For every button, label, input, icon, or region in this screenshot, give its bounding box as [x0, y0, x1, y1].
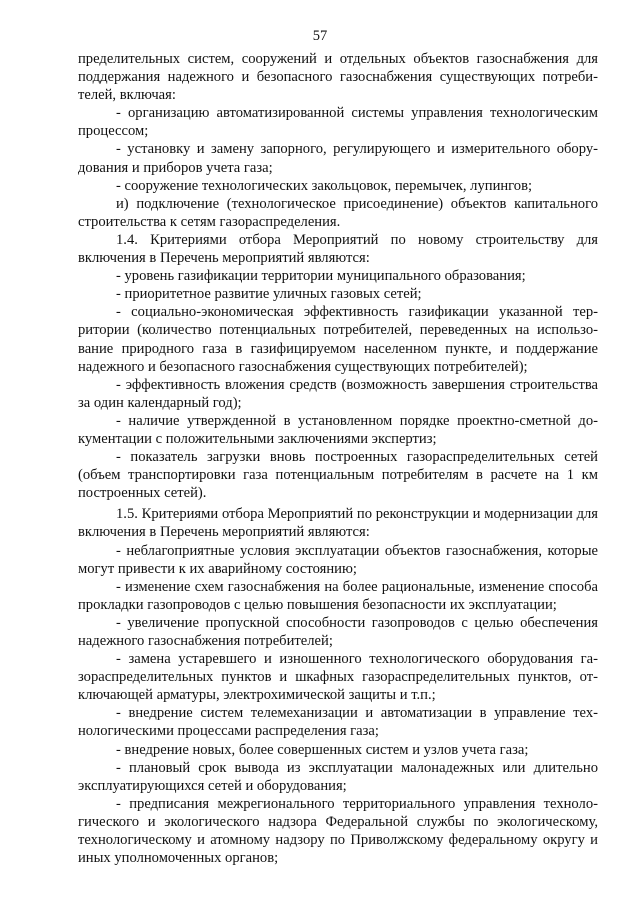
paragraph-recon-decommission: - плановый срок вывода из эксплуатации малонадежных или длительно эксплуатирующихся сетей и оборудования;: [78, 759, 598, 794]
paragraph-section-1-5: 1.5. Критериями отбора Мероприятий по реконструкции и модернизации для включения в Перечень мероприятий являются:: [78, 506, 598, 541]
paragraph-continuation: пределительных систем, сооружений и отдельных объектов газоснабжения для поддержания надежного и безопасного газоснабжения существующих потребителей, включая:: [78, 51, 598, 104]
document-body: [78, 50, 598, 867]
paragraph-recon-conditions: - неблагоприятные условия эксплуатации объектов газоснабжения, которые могут привести к их аварийному состоянию;: [78, 542, 598, 577]
paragraph-criteria-priority: - приоритетное развитие уличных газовых сетей;: [116, 286, 422, 303]
paragraph-section-1-4: 1.4. Критериями отбора Мероприятий по новому строительству для включения в Перечень мероприятий являются:: [78, 231, 598, 267]
paragraph-item-valves: - установку и замену запорного, регулирующего и измерительного оборудования и приборов учета газа;: [78, 141, 598, 176]
paragraph-criteria-load: - показатель загрузки вновь построенных газораспределительных сетей (объем транспортировки газа потенциальным потребителям в расчете на 1 км построенных сетей).: [78, 449, 598, 502]
paragraph-recon-orders: - предписания межрегионального территориального управления технологического и экологического надзора Федеральной службы по экологическому, технологическому и атомному надзору по Приволжскому федеральному округу и иных уполномоченных органов;: [78, 795, 598, 867]
paragraph-recon-schemes: - изменение схем газоснабжения на более рациональные, изменение способа прокладки газопроводов с целью повышения безопасности их эксплуатации;: [78, 578, 598, 613]
page-number: 57: [312, 28, 328, 44]
paragraph-criteria-investment: - эффективность вложения средств (возможность завершения строительства за один календарный год);: [78, 376, 598, 411]
paragraph-recon-metering: - внедрение новых, более совершенных систем и узлов учета газа;: [116, 741, 529, 758]
paragraph-recon-capacity: - увеличение пропускной способности газопроводов с целью обеспечения надежного газоснабжения потребителей;: [78, 614, 598, 649]
paragraph-criteria-efficiency: - социально-экономическая эффективность газификации указанной территории (количество потенциальных потребителей, переведенных на использование природного газа в газифицируемом населенном пункте, и поддержание надежного и безопасного газоснабжения существующих потребителей);: [78, 304, 598, 375]
paragraph-criteria-level: - уровень газификации территории муниципального образования;: [116, 268, 526, 285]
paragraph-criteria-documentation: - наличие утвержденной в установленном порядке проектно-сметной документации с положительными заключениями экспертиз;: [78, 412, 598, 447]
paragraph-item-loops: - сооружение технологических закольцовок, перемычек, лупингов;: [116, 177, 533, 194]
paragraph-item-automation: - организацию автоматизированной системы управления технологическим процессом;: [78, 105, 598, 140]
paragraph-item-connection: и) подключение (технологическое присоединение) объектов капитального строительства к сетям газораспределения.: [78, 195, 598, 230]
paragraph-recon-replacement: - замена устаревшего и изношенного технологического оборудования газораспределительных пунктов и шкафных газораспределительных пунктов, отключающей арматуры, электрохимической защиты и т.п.;: [78, 651, 598, 704]
paragraph-recon-telemechanics: - внедрение систем телемеханизации и автоматизации в управление технологическими процессами распределения газа;: [78, 705, 598, 740]
